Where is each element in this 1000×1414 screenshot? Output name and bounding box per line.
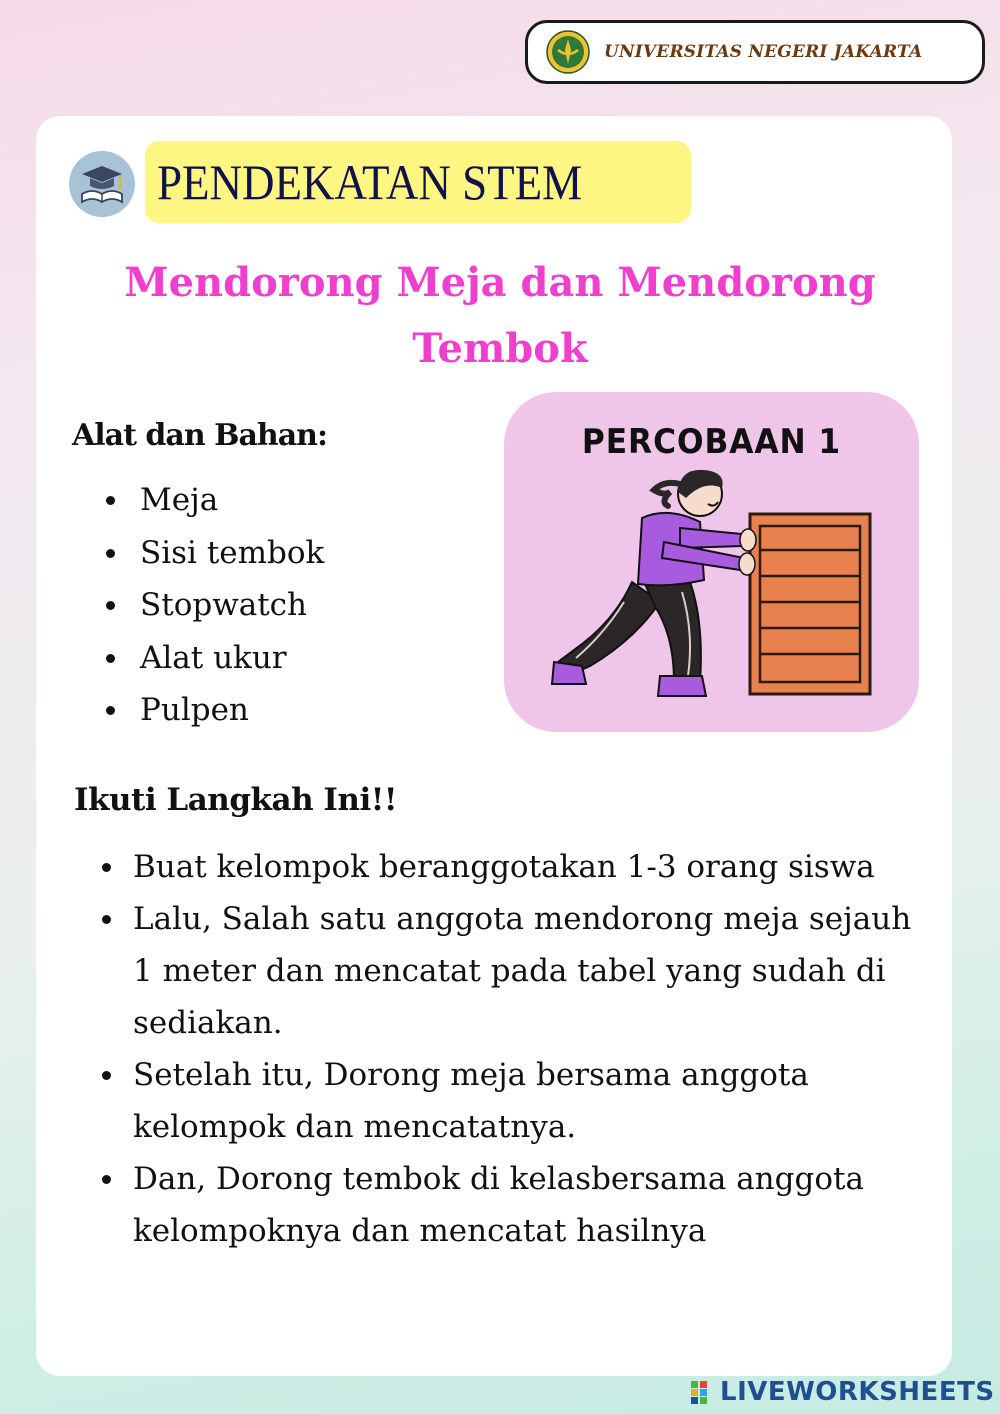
liveworksheets-label: LIVEWORKSHEETS bbox=[720, 1377, 995, 1407]
page-title-line-2: Tembok bbox=[412, 325, 588, 372]
experiment-card bbox=[504, 392, 919, 732]
list-item: Pulpen bbox=[104, 684, 324, 737]
liveworksheets-watermark[interactable] bbox=[690, 1376, 995, 1408]
list-item: Buat kelompok beranggotakan 1-3 orang siswa bbox=[100, 841, 930, 893]
university-name: UNIVERSITAS NEGERI JAKARTA bbox=[604, 42, 923, 62]
steps-list bbox=[100, 841, 930, 1257]
materials-heading: Alat dan Bahan: bbox=[72, 418, 328, 453]
experiment-label: PERCOBAAN 1 bbox=[581, 422, 842, 462]
girl-pushing-cabinet-illustration bbox=[504, 462, 919, 732]
graduation-cap-book-icon bbox=[68, 150, 136, 218]
page-title-line-1: Mendorong Meja dan Mendorong bbox=[124, 259, 876, 306]
steps-heading: Ikuti Langkah Ini!! bbox=[74, 782, 397, 818]
university-badge bbox=[525, 20, 985, 84]
list-item: Sisi tembok bbox=[104, 527, 324, 580]
page-title bbox=[60, 250, 940, 382]
section-title-box bbox=[145, 141, 691, 223]
liveworksheets-logo-icon bbox=[690, 1379, 716, 1405]
university-emblem-icon bbox=[546, 30, 590, 74]
list-item: Stopwatch bbox=[104, 579, 324, 632]
materials-list bbox=[104, 474, 324, 737]
list-item: Lalu, Salah satu anggota mendorong meja sejauh 1 meter dan mencatat pada tabel yang sudah di sediakan. bbox=[100, 893, 930, 1049]
list-item: Alat ukur bbox=[104, 632, 324, 685]
list-item: Setelah itu, Dorong meja bersama anggota kelompok dan mencatatnya. bbox=[100, 1049, 930, 1153]
section-title: PENDEKATAN STEM bbox=[157, 154, 583, 210]
list-item: Meja bbox=[104, 474, 324, 527]
list-item: Dan, Dorong tembok di kelasbersama anggota kelompoknya dan mencatat hasilnya bbox=[100, 1153, 930, 1257]
